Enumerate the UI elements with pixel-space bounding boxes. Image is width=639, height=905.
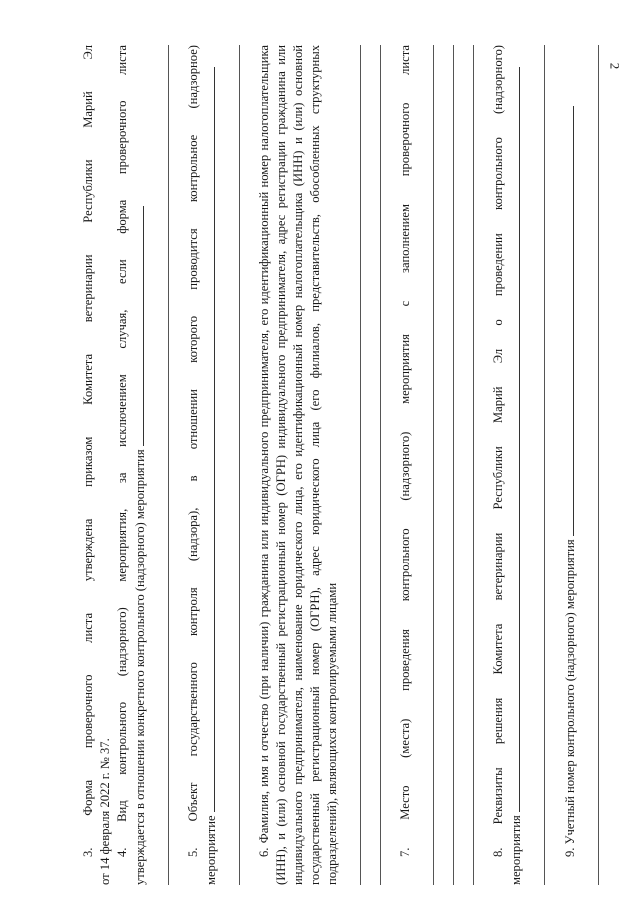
item-9-line (561, 45, 579, 885)
item-9-fill-line[interactable] (561, 106, 574, 536)
item-6-rule-1[interactable] (360, 45, 361, 885)
item-8-text-cont: мероприятия (509, 815, 523, 885)
item-7 (397, 45, 474, 885)
document-body (80, 45, 600, 885)
item-3 (80, 45, 114, 885)
item-9-rule[interactable] (598, 45, 599, 885)
item-8 (490, 45, 545, 885)
item-8-rule[interactable] (544, 45, 545, 885)
item-6-rule-2[interactable] (380, 45, 381, 885)
item-6 (256, 45, 381, 885)
page-number: 2 (606, 62, 622, 70)
item-7-rule-1[interactable] (433, 45, 434, 885)
item-6-text: 6. Фамилия, имя и отчество (при наличии) гражданина или индивидуального предпринимателя, его идентификационный номер налогоплательщика (ИНН), и (или) основной государственный регистрационный номер (ОГРН) индивидуального предпринимателя, адрес регистрации гражданина или индивидуального предпринимателя, наименование юридического лица, его идентификационный номер налогоплательщика (ИНН) и (или) основной государственный регистрационный номер (ОГРН), адрес юридического лица (его филиалов, представительств, обособленных структурных подразделений), являющихся контролируемыми лицами (257, 45, 339, 885)
item-4-text: 4. Вид контрольного (надзорного) мероприятия, за исключением случая, если форма проверочного листа (115, 45, 129, 857)
item-4-text-cont: утверждается в отношении конкретного контрольного (надзорного) мероприятия (133, 449, 147, 885)
item-5 (185, 45, 240, 885)
item-9 (561, 45, 599, 885)
item-4 (114, 45, 169, 885)
item-5-line2 (202, 45, 220, 885)
item-8-line2 (507, 45, 525, 885)
item-9-text: 9. Учетный номер контрольного (надзорного) мероприятия (563, 539, 577, 857)
item-3-date: от 14 февраля 2022 г. № 37. (98, 738, 112, 885)
item-4-rule[interactable] (168, 45, 169, 885)
item-5-text-cont: мероприятие (204, 815, 218, 885)
item-5-fill-line[interactable] (202, 67, 215, 812)
item-3-text: 3. Форма проверочного листа утверждена приказом Комитета ветеринарии Республики Марий Эл (81, 45, 95, 857)
item-7-rule-2[interactable] (453, 45, 454, 885)
item-8-text: 8. Реквизиты решения Комитета ветеринарии Республики Марий Эл о проведении контрольного (надзорного) (491, 45, 505, 857)
item-5-text: 5. Объект государственного контроля (надзора), в отношении которого проводится контрольное (надзорное) (186, 45, 200, 857)
item-7-rule-3[interactable] (473, 45, 474, 885)
item-4-line2 (131, 45, 149, 885)
item-4-fill-line[interactable] (131, 206, 144, 446)
item-5-rule[interactable] (239, 45, 240, 885)
item-7-text: 7. Место (места) проведения контрольного (надзорного) мероприятия с заполнением проверочного листа (398, 45, 412, 857)
item-8-fill-line[interactable] (507, 67, 520, 812)
